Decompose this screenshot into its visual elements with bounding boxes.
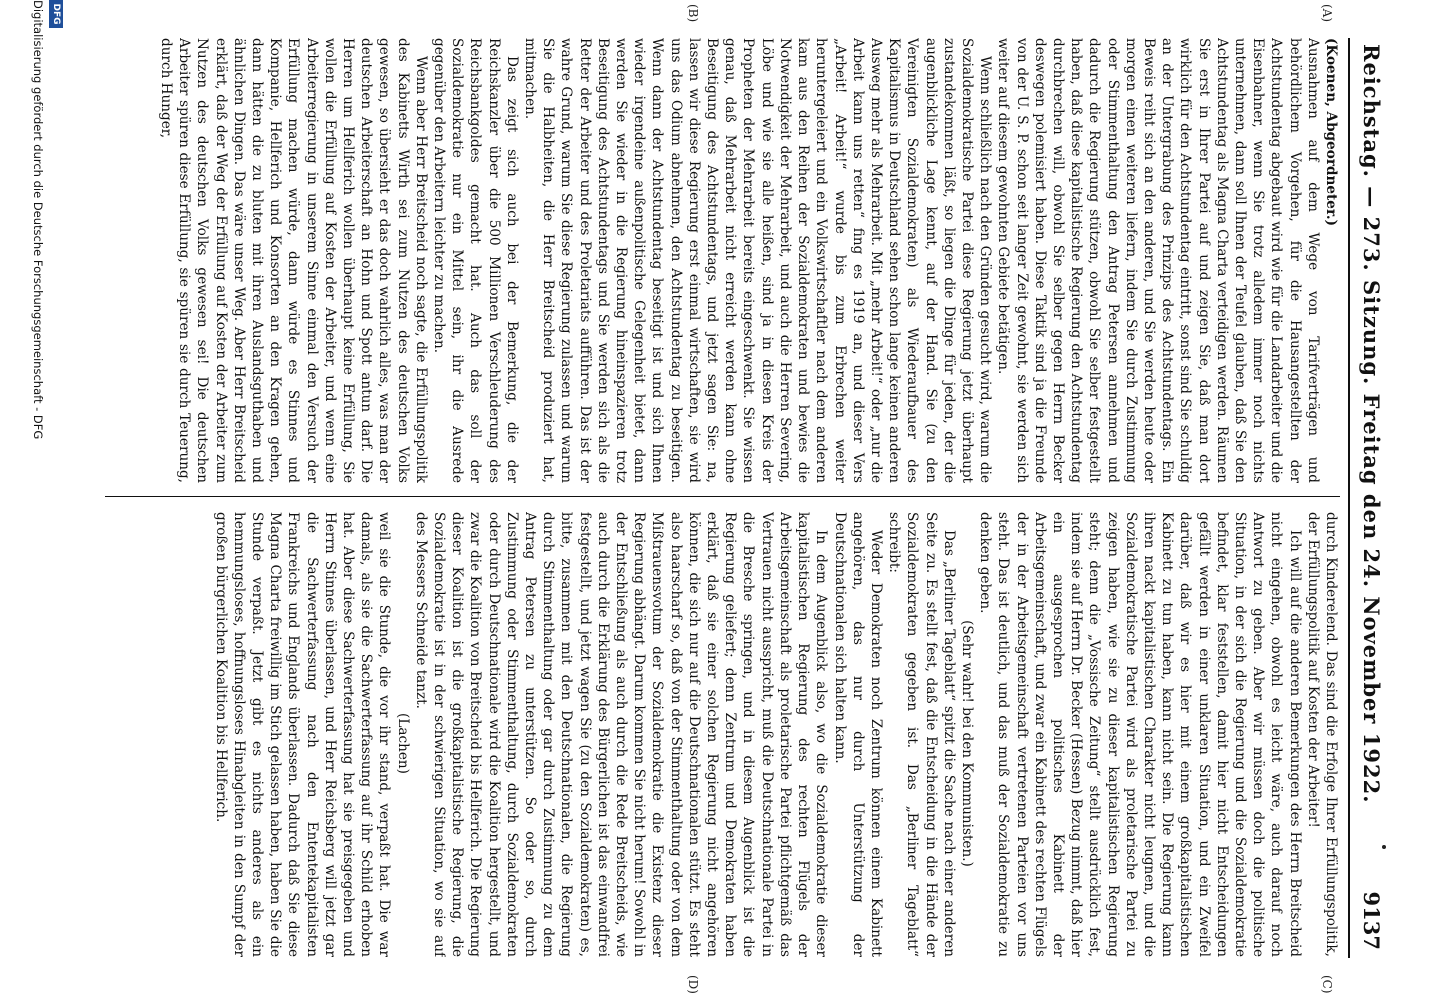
print-area [100, 4, 1390, 994]
dfg-logo-icon: DFG [49, 0, 63, 28]
left-paragraph: Wenn schließlich nach den Gründen gesucht wird, warum die Sozialdemokratische Partei diese Regierung jetzt überhaupt zustandekommen läßt, so liegen die Dinge für jeden, der die augenblickliche Lage kennt, auf der Hand. Sie (zu den Vereinigten Sozialdemokraten) als Wiederaufbauer des Kapitalismus in Deutschland sehen schon lange keinen anderen Ausweg mehr als Mehrarbeit. Mit „mehr Arbeit!“ oder „nur die Arbeit kann uns retten“ fing es 1919 an, und dieser Vers „Arbeit! Arbeit!“ wurde bis zum Erbrechen weiter heruntergeleiert und ein Volkswirtschaftler nach dem anderen kam aus den Reihen der Sozialdemokraten und bewies die Notwendigkeit der Mehrarbeit, und auch die Herren Severing, Löbe und wie sie alle heißen, sind ja in diesen Kreis der Propheten der Mehrarbeit bereits eingeschwenkt. Sie wissen genau, daß Mehrarbeit nicht erreicht werden kann ohne Beseitigung des Achtstundentags, und jetzt sagen Sie: na, lassen wir diese Regierung erst einmal wirtschaften, sie wird uns das Odium abnehmen, den Achtstundentag zu beseitigen. Wenn dann der Achtstundentag beseitigt ist und sich Ihnen wieder irgendeine außenpolitische Gelegenheit bietet, dann werden Sie wieder in die Regierung hineinspazieren trotz Beseitigung des Achtstundentags und Sie werden sich als die Retter der Arbeiter und des Proletariats aufführen. Das ist der wahre Grund, warum Sie diese Regierung zulassen und warum Sie die Halbheiten, die Herr Breitscheid produziert hat, mitmachen. [522, 38, 994, 483]
left-paragraph: Ausnahmen auf dem Wege von Tarifverträgen und behördlichem Vorgehen, für die Hausangestellten der Achtstundentag abgebaut wird wie für die Landarbeiter und die Eisenbahner, wenn Sie trotz alledem immer noch nichts unternehmen, dann soll Ihnen der Teufel glauben, daß Sie den Achtstundentag als Magna Charta verteidigen werden. Räumen Sie erst in Ihrer Partei auf und zeigen Sie, daß man dort wirklich für den Achtstundentag eintritt, sonst sind Sie schuldig an der Untergrabung des Prinzips des Achtstundentags. Ein Beweis reiht sich an den anderen, und Sie werden heute oder morgen einen weiteren liefern, indem Sie durch Zustimmung oder Stimmenthaltung den Antrag Petersen annehmen und dadurch die Regierung stützen, obwohl Sie selber festgestellt haben, daß diese kapitalistische Regierung den Achtstundentag durchbrechen will, obwohl Sie selber gegen Herrn Becker deswegen polemisiert haben. Diese Taktik sind ja die Freunde von der U. S. P. schon seit langer Zeit gewohnt, sie werden sich weiter auf diesem gewohnten Gebiete betätigen. [995, 38, 1321, 483]
margin-mark-a: (A) [1320, 4, 1334, 23]
header-title: Reichstag. — 273. Sitzung. Freitag den 24. November 1922. [1359, 44, 1384, 804]
margin-mark-c: (C) [1320, 975, 1334, 994]
print-speck [1382, 845, 1386, 849]
interjection: (Sehr wahr! bei den Kommunisten.) [958, 620, 975, 867]
digitization-text: Digitalisierung gefördert durch die Deutsche Forschungsgemeinschaft - DFG [31, 0, 45, 440]
speaker-label: (Koenen, Abgeordneter.) [1323, 38, 1339, 227]
page-header [1348, 38, 1390, 958]
left-column [105, 38, 1340, 483]
right-paragraph: weil sie die Stunde, die vor ihr stand, verpaßt hat. Die war damals, als sie die Sachwerterfassung auf ihr Schild erhoben hat. Aber diese Sachwerterfassung hat sie preisgegeben und Herrn Stinnes überlassen, und Herr Reichsberg will jetzt gar die Sachwerterfassung nach den Ententekapitalisten Frankreichs und Englands überlassen. Dadurch daß Sie diese Magna Charta freiwillig im Stich gelassen haben, haben Sie die Stunde verpaßt. Jetzt gibt es nichts anderes als ein hemmungsloses, hoffnungsloses Hinabgleiten in den Sumpf der großen bürgerlichen Koalition bis Hellferich. [212, 512, 393, 957]
quotation: Weder Demokraten noch Zentrum können einem Kabinett angehören, das nur durch Unterstützung der Deutschnationalen sich halten kann. [831, 512, 884, 957]
margin-mark-b: (B) [686, 4, 700, 23]
page-number: 9137 [1359, 891, 1384, 950]
right-paragraph: durch Kinderelend. Das sind die Erfolge Ihrer Erfüllungspolitik, der Erfüllungspolitik auf Kosten der Arbeiter! [1304, 512, 1339, 957]
column-divider [105, 496, 1340, 497]
right-paragraph: In dem Augenblick also, wo die Sozialdemokratie dieser kapitalistischen Regierung des rechten Flügels der Arbeitsgemeinschaft als proletarische Partei pflichtgemäß das Vertrauen nicht ausspricht, muß die Deutschnationale Partei in die Bresche springen, und in diesem Augenblick ist die Regierung geliefert; denn Zentrum und Demokraten haben erklärt, daß sie einer solchen Regierung nicht angehören können, die sich nur auf die Deutschnationalen stützt. Es steht also haarscharf so, daß von der Stimmenthaltung oder von dem Mißtrauensvotum der Sozialdemokratie die Existenz dieser Regierung abhängt. Darum kommen Sie nicht herum! Sowohl in der Entschließung als auch durch die Rede Breitscheids, wie auch durch die Erklärung des Bürgerlichen ist das einwandfrei festgestellt, und jetzt wagen Sie (zu den Sozialdemokraten) es, bitte, zusammen mit den Deutschnationalen, die Regierung durch Stimmenthaltung oder gar durch Zustimmung zu dem Antrag Petersen zu unterstützen. So oder so, durch Zustimmung oder Stimmenthaltung, durch Sozialdemokraten oder durch Deutschnationale wird die Koalition hergestellt, und zwar die Koalition von Breitscheid bis Hellferich. Die Regierung dieser Koalition ist die großkapitalistische Regierung, die Sozialdemokratie ist in der schwierigen Situation, wo sie auf des Messers Schneide tanzt. [412, 512, 830, 957]
right-paragraph: Das „Berliner Tageblatt“ spitzt die Sache nach einer anderen Seite zu. Es stellt fest, daß die Entscheidung in die Hände der Sozialdemokraten gegeben ist. Das „Berliner Tageblatt“ schreibt: [886, 512, 957, 957]
digitization-note [5, 0, 65, 1000]
left-paragraph: Wenn aber Herr Breitscheid noch sagte, die Erfüllungspolitik des Kabinetts Wirth sei zum Nutzen des deutschen Volks gewesen, so übersieht er das doch wahrlich alles, was man der deutschen Arbeiterschaft an Hohn und Spott antun darf. Die Herren um Hellferich wollen überhaupt keine Erfüllung, Sie wollen die Erfüllung auf Kosten der Arbeiter, und wenn eine Arbeiterregierung in unserem Sinne einmal den Versuch der Erfüllung machen würde, dann würde es Stinnes und Kompanie, Hellferich und Konsorten an den Kragen gehen, dann hätten die zu bluten mit ihren Auslandsguthaben und ähnlichen Dingen. Das wäre unser Weg. Aber Herr Breitscheid erklärt, daß der Weg der Erfüllung auf Kosten der Arbeiter zum Nutzen des deutschen Volks gewesen sei! Die deutschen Arbeiter spüren diese Erfüllung, sie spüren sie durch Teuerung, durch Hunger, [158, 38, 429, 483]
interjection: (Lachen) [394, 713, 411, 774]
margin-mark-d: (D) [686, 975, 700, 994]
right-column [105, 512, 1340, 957]
left-paragraph: Das zeigt sich auch bei der Bemerkung, die der Reichskanzler über die 500 Millionen Verschleuderung des Reichsbankgoldes gemacht hat. Auch das soll der Sozialdemokratie nur ein Mittel sein, ihr die Ausrede gegenüber den Arbeitern leichter zu machen. [431, 38, 520, 483]
right-paragraph: Ich will auf die anderen Bemerkungen des Herrn Breitscheid nicht eingehen, obwohl es leicht wäre, auch darauf noch Antwort zu geben. Aber wir müssen doch die politische Situation, in der sich die Regierung und die Sozialdemokratie befindet, klar feststellen, damit hier nicht Entscheidungen gefällt werden in einer unklaren Situation, und ein Zweifel darüber, daß wir es hier mit einem großkapitalistischen Kabinett zu tun haben, kann nicht sein. Die Regierung kann ihren nackt kapitalistischen Charakter nicht leugnen, und die Sozialdemokratische Partei wird als proletarische Partei zu zeigen haben, wie sie zu dieser kapitalistischen Regierung steht; denn die „Vossische Zeitung“ stellt ausdrücklich fest, indem sie auf Herrn Dr. Becker (Hessen) Bezug nimmt, daß hier ein ausgesprochen politisches Kabinett der Arbeitsgemeinschaft, und zwar ein Kabinett des rechten Flügels der in der Arbeitsgemeinschaft vertretenen Parteien vor uns steht. Das ist deutlich, und das muß der Sozialdemokratie zu denken geben. [977, 512, 1303, 957]
